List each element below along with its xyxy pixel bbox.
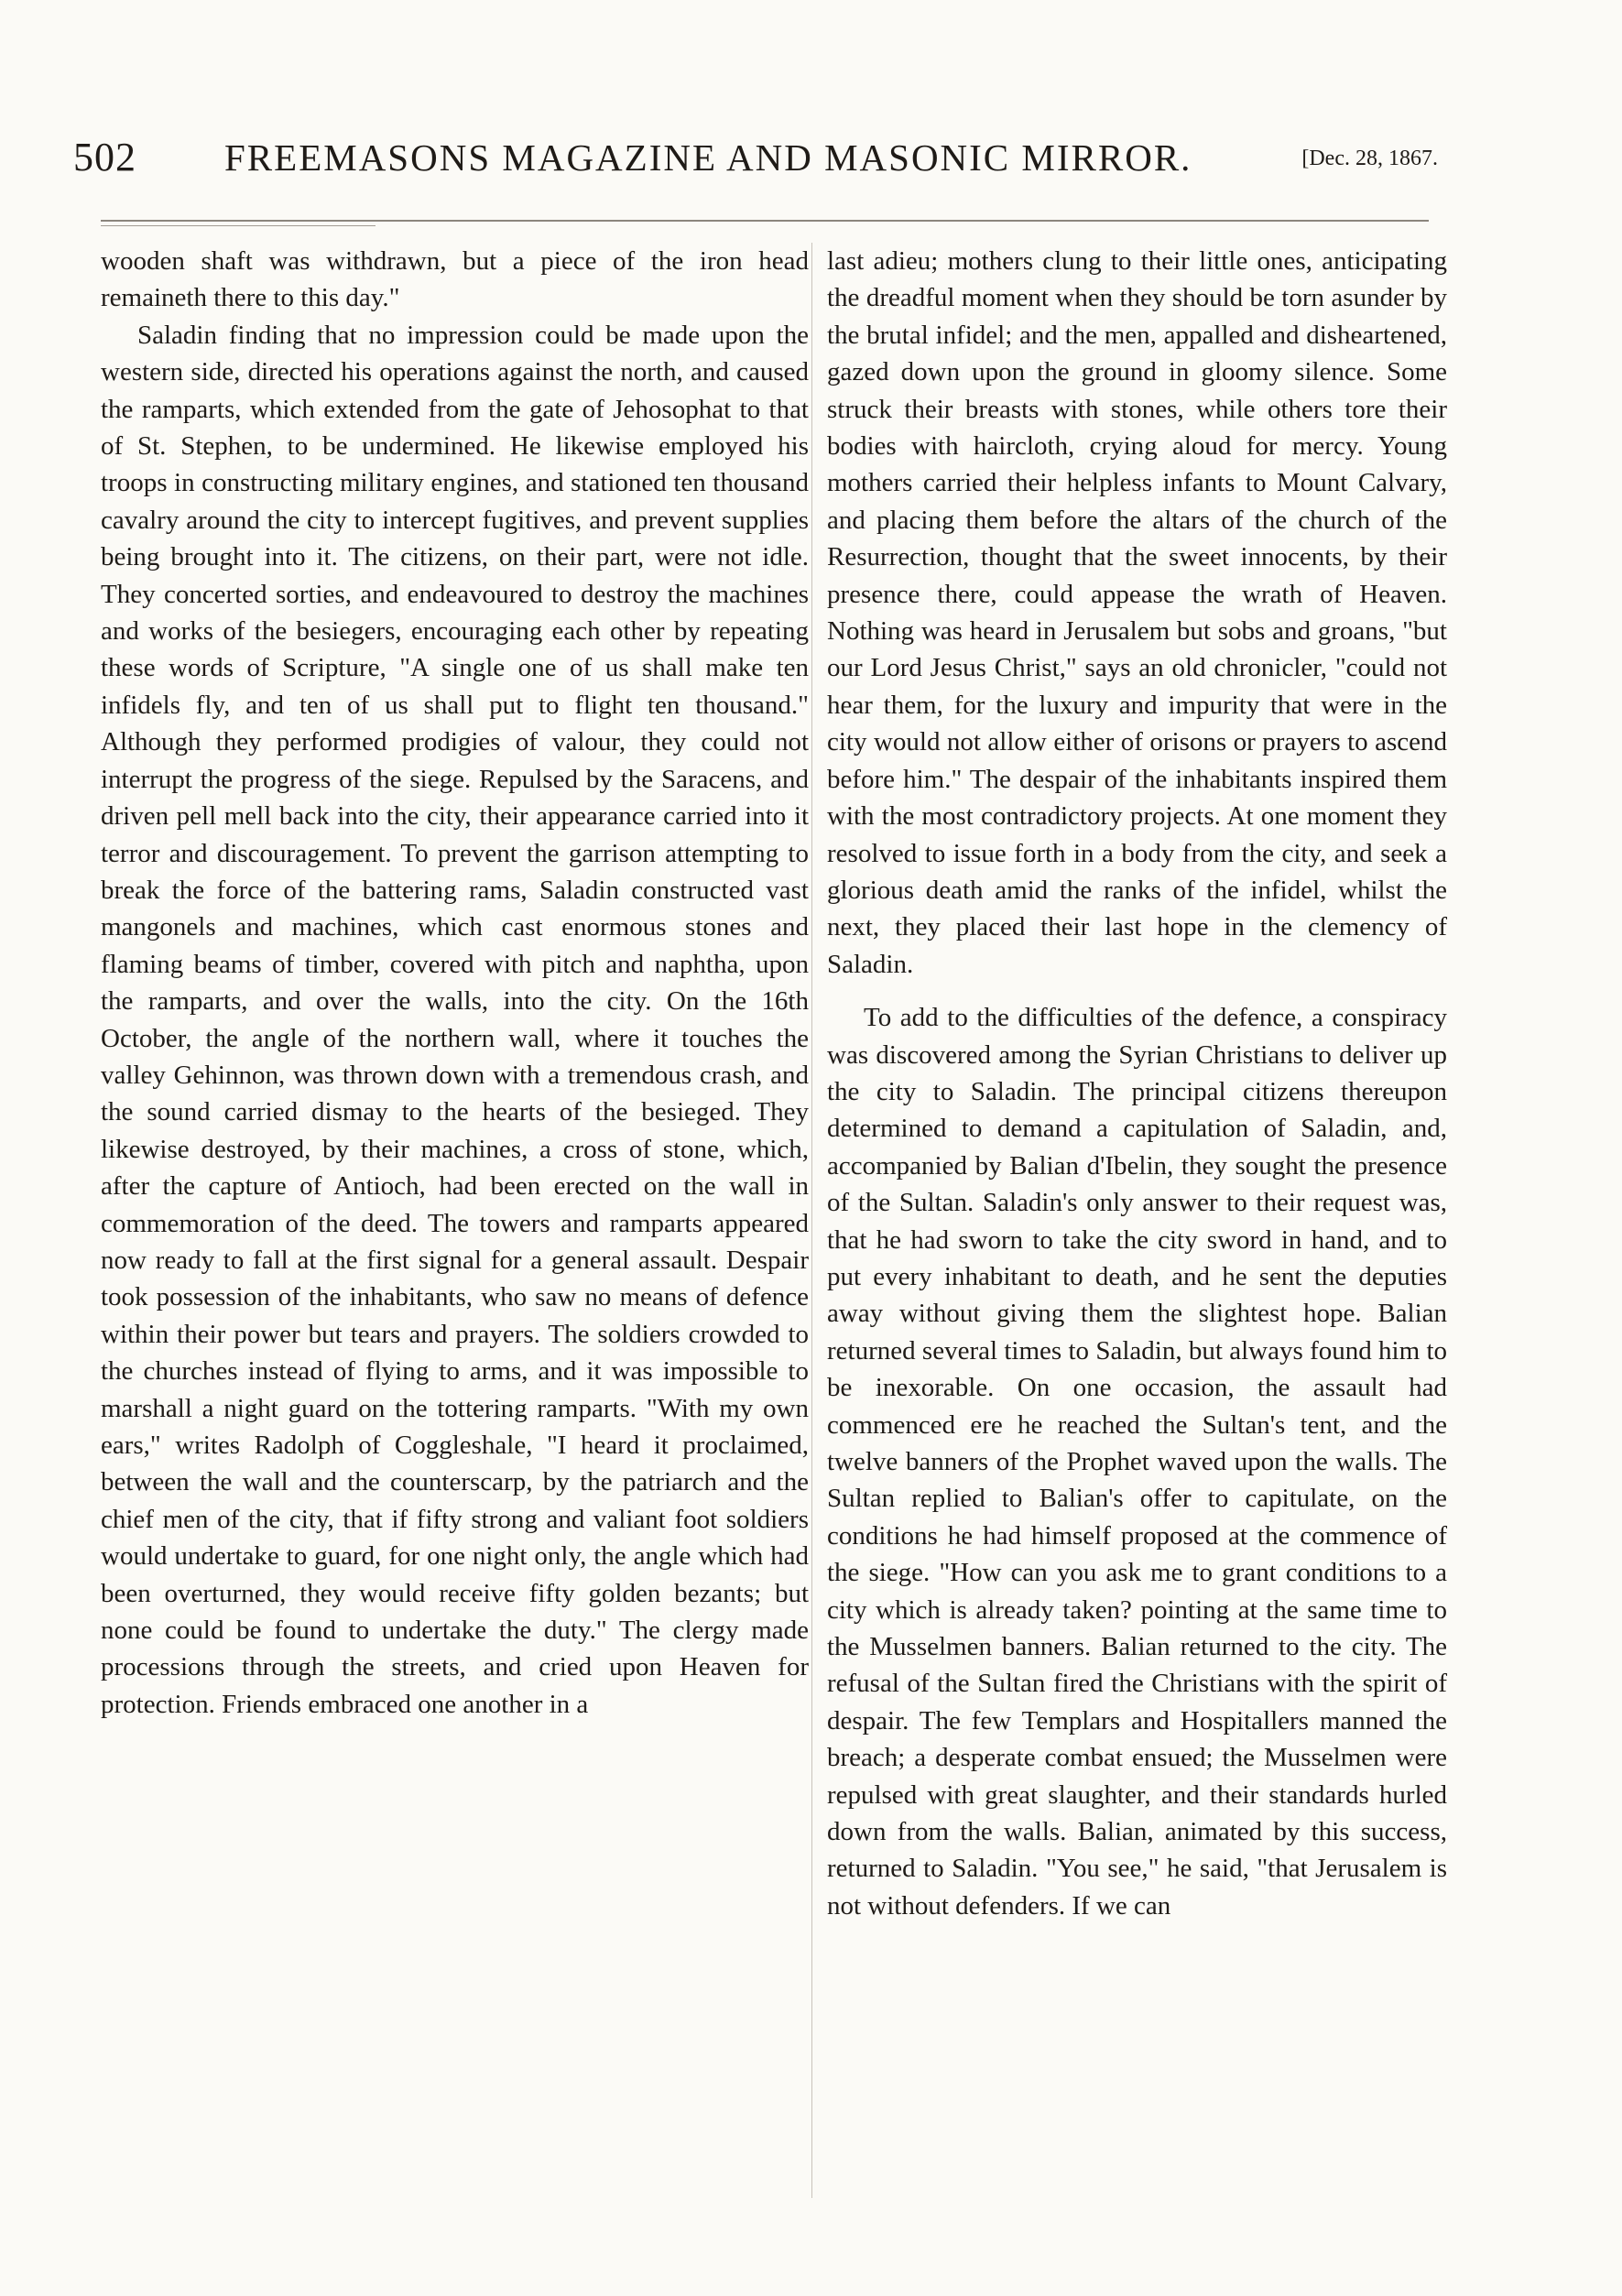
issue-date: [Dec. 28, 1867. [1301,147,1438,170]
page-header [73,128,1438,192]
page-number: 502 [73,135,136,180]
left-paragraph-continuation: wooden shaft was withdrawn, but a piece of the iron head remaineth there to this day." [101,246,809,313]
right-column [827,243,1447,2258]
left-paragraph-siege: Saladin finding that no impression could be made upon the western side, directed his operations against the north, and caused the ramparts, which extended from the gate of Jehosophat to that of St. Stephen, to be undermined. He likewise employed his troops in constructing military engines, and stationed ten thousand cavalry around the city to intercept fugitives, and prevent supplies being brought into it. The citizens, on their part, were not idle. They concerted sorties, and endeavoured to destroy the machines and works of the besiegers, encouraging each other by repeating these words of Scripture, "A single one of us shall make ten infidels fly, and ten of us shall put to flight ten thousand." Although they performed prodigies of valour, they could not interrupt the progress of the siege. Repulsed by the Saracens, and driven pell mell back into the city, their appearance carried into it terror and discouragement. To prevent the garrison attempting to break the force of the battering rams, Saladin constructed vast mangonels and machines, which cast enormous stones and flaming beams of timber, covered with pitch and naphtha, upon the ramparts, and over the walls, into the city. On the 16th October, the angle of the northern wall, where it touches the valley Gehinnon, was thrown down with a tremendous crash, and the sound carried dismay to the hearts of the besieged. They likewise destroyed, by their machines, a cross of stone, which, after the capture of Antioch, had been erected on the wall in commemoration of the deed. The towers and ramparts appeared now ready to fall at the first signal for a general assault. Despair took possession of the inhabitants, who saw no means of defence within their power but tears and prayers. The soldiers crowded to the churches instead of flying to arms, and it was impossible to marshall a night guard on the tottering ramparts. "With my own ears," writes Radolph of Coggleshale, "I heard it proclaimed, between the wall and the counterscarp, by the patriarch and the chief men of the city, that if fifty strong and valiant foot soldiers would undertake to guard, for one night only, the angle which had been overturned, they would receive fifty golden bezants; but none could be found to undertake the duty." The clergy made processions through the streets, and cried upon Heaven for protection. Friends embraced one another in a [101,320,809,1719]
right-paragraph-continuation: last adieu; mothers clung to their little ones, anticipating the dreadful moment when they should be torn asunder by the brutal infidel; and the men, appalled and disheartened, gazed down upon the ground in gloomy silence. Some struck their breasts with stones, while others tore their bodies with haircloth, crying aloud for mercy. Young mothers carried their helpless infants to Mount Calvary, and placing them before the altars of the church of the Resurrection, thought that the sweet innocents, by their presence there, could appease the wrath of Heaven. Nothing was heard in Jerusalem but sobs and groans, "but our Lord Jesus Christ," says an old chronicler, "could not hear them, for the luxury and impurity that were in the city would not allow either of orisons or prayers to ascend before him." The despair of the inhabitants inspired them with the most contradictory projects. At one moment they resolved to issue forth in a body from the city, and seek a glorious death amid the ranks of the infidel, whilst the next, they placed their last hope in the clemency of Saladin. [827,246,1447,979]
right-paragraph-conspiracy: To add to the difficulties of the defence, a conspiracy was discovered among the Syrian Christians to deliver up the city to Saladin. The principal citizens thereupon determined to demand a capitulation of Saladin, and, accompanied by Balian d'Ibelin, they sought the presence of the Sultan. Saladin's only answer to their request was, that he had sworn to take the city sword in hand, and to put every inhabitant to death, and he sent the deputies away without giving them the slightest hope. Balian returned several times to Saladin, but always found him to be inexorable. On one occasion, the assault had commenced ere he reached the Sultan's tent, and the twelve banners of the Prophet waved upon the walls. The Sultan replied to Balian's offer to capitulate, on the conditions he had himself proposed at the commence of the siege. "How can you ask me to grant conditions to a city which is already taken? pointing at the same time to the Musselmen banners. Balian returned to the city. The refusal of the Sultan fired the Christians with the spirit of despair. The few Templars and Hospitallers manned the breach; a desperate combat ensued; the Musselmen were repulsed with great slaughter, and their standards hurled down from the walls. Balian, animated by this success, returned to Saladin. "You see," he said, "that Jerusalem is not without defenders. If we can [827,1003,1447,1921]
running-title: FREEMASONS MAGAZINE AND MASONIC MIRROR. [224,136,1192,179]
header-rule [101,220,1429,222]
header-subrule [101,225,376,226]
column-divider [811,243,812,2198]
left-column [101,243,809,2258]
